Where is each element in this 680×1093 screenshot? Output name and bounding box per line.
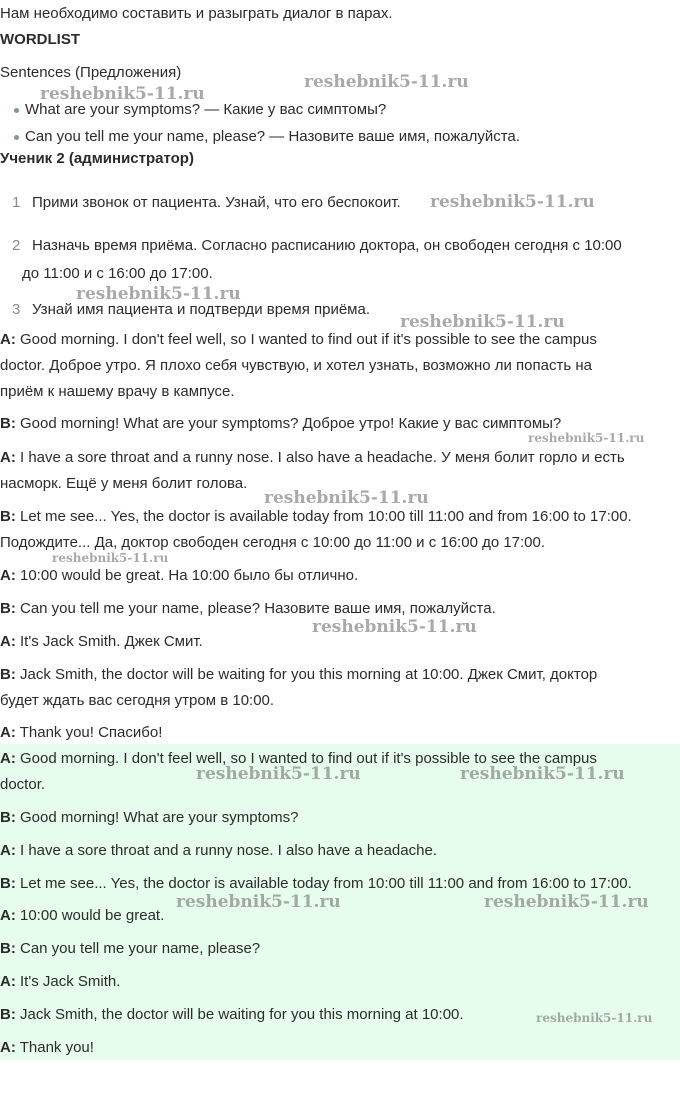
- dialog-text: Thank you! Спасибо!: [15, 724, 163, 741]
- dialog-line: [0, 1002, 672, 1028]
- speaker-label: A:: [0, 842, 16, 859]
- watermark: reshebnik5-11.ru: [312, 617, 477, 637]
- dialog-line: [0, 871, 672, 897]
- dialog-text: It's Jack Smith. Джек Смит.: [15, 633, 203, 650]
- watermark: reshebnik5-11.ru: [400, 312, 565, 332]
- task-item: [0, 233, 672, 259]
- dialog-line: [0, 838, 672, 864]
- dialog-line: [0, 411, 672, 437]
- task-text: Прими звонок от пациента. Узнай, что его беспокоит.: [32, 194, 401, 211]
- dialog-line: [0, 563, 672, 589]
- dialog-line: [0, 445, 672, 471]
- dialog-text: Thank you!: [15, 1039, 94, 1056]
- dialog-text: Let me see... Yes, the doctor is available today from 10:00 till 11:00 and from 16:00 to 17:00.: [15, 508, 632, 525]
- task-number: 2: [12, 237, 21, 254]
- dialog-line: [0, 629, 672, 655]
- task-item: [0, 190, 672, 216]
- dialog-text-continued: doctor.: [0, 776, 46, 793]
- student2-title: Ученик 2 (администратор): [0, 150, 194, 167]
- dialog-line: [0, 805, 672, 831]
- dialog-text-continued: Подождите... Да, доктор свободен сегодня с 10:00 до 11:00 и с 16:00 до 17:00.: [0, 534, 546, 551]
- dialog-text-continued: doctor. Доброе утро. Я плохо себя чувствую, и хотел узнать, возможно ли попасть на: [0, 357, 592, 374]
- watermark: reshebnik5-11.ru: [52, 551, 169, 565]
- sentence-text: What are your symptoms? — Какие у вас симптомы?: [25, 101, 387, 118]
- speaker-label: B:: [0, 600, 16, 617]
- speaker-label: A:: [0, 724, 16, 741]
- dialog-text-continued: насморк. Ещё у меня болит голова.: [0, 475, 248, 492]
- dialog-text: I have a sore throat and a runny nose. I also have a headache.: [15, 842, 437, 859]
- dialog-text: Let me see... Yes, the doctor is available today from 10:00 till 11:00 and from 16:00 to 17:00.: [15, 875, 632, 892]
- wordlist-title: WORDLIST: [0, 31, 80, 48]
- dialog-text: Good morning. I don't feel well, so I wanted to find out if it's possible to see the campus: [15, 750, 597, 767]
- dialog-text-continued: будет ждать вас сегодня утром в 10:00.: [0, 692, 275, 709]
- dialog-text: Good morning! What are your symptoms?: [15, 809, 299, 826]
- task-text-continued: до 11:00 и с 16:00 до 17:00.: [22, 265, 213, 282]
- dialog-text: Jack Smith, the doctor will be waiting for you this morning at 10:00.: [15, 1006, 464, 1023]
- dialog-text: Can you tell me your name, please? Назовите ваше имя, пожалуйста.: [15, 600, 496, 617]
- task-item: [0, 297, 672, 323]
- task-text: Узнай имя пациента и подтверди время приёма.: [32, 301, 370, 318]
- speaker-label: A:: [0, 973, 16, 990]
- dialog-text: Can you tell me your name, please?: [15, 940, 261, 957]
- sentences-title: Sentences (Предложения): [0, 64, 182, 81]
- dialog-text: It's Jack Smith.: [15, 973, 121, 990]
- speaker-label: B:: [0, 415, 16, 432]
- speaker-label: A:: [0, 449, 16, 466]
- speaker-label: A:: [0, 750, 16, 767]
- dialog-line: [0, 327, 672, 353]
- dialog-line: [0, 504, 672, 530]
- dialog-line: [0, 936, 672, 962]
- task-number: 3: [12, 301, 21, 318]
- dialog-text: Good morning. I don't feel well, so I wanted to find out if it's possible to see the campus: [15, 331, 597, 348]
- dialog-line: [0, 662, 672, 688]
- speaker-label: B:: [0, 940, 16, 957]
- speaker-label: B:: [0, 875, 16, 892]
- speaker-label: A:: [0, 1039, 16, 1056]
- dialog-line: [0, 903, 672, 929]
- dialog-text: I have a sore throat and a runny nose. I also have a headache. У меня болит горло и есть: [15, 449, 625, 466]
- speaker-label: A:: [0, 331, 16, 348]
- instruction-text: Нам необходимо составить и разыграть диалог в парах.: [0, 5, 393, 22]
- watermark: reshebnik5-11.ru: [40, 84, 205, 104]
- sentence-text: Can you tell me your name, please? — Назовите ваше имя, пожалуйста.: [25, 128, 520, 145]
- watermark: reshebnik5-11.ru: [460, 764, 625, 784]
- speaker-label: B:: [0, 508, 16, 525]
- watermark: reshebnik5-11.ru: [76, 284, 241, 304]
- speaker-label: A:: [0, 907, 16, 924]
- watermark: reshebnik5-11.ru: [484, 892, 649, 912]
- watermark: reshebnik5-11.ru: [528, 431, 645, 445]
- bullet-icon: [14, 108, 19, 113]
- watermark: reshebnik5-11.ru: [264, 488, 429, 508]
- speaker-label: B:: [0, 1006, 16, 1023]
- watermark: reshebnik5-11.ru: [196, 764, 361, 784]
- task-number: 1: [12, 194, 21, 211]
- dialog-text: 10:00 would be great.: [15, 907, 165, 924]
- watermark: reshebnik5-11.ru: [536, 1011, 653, 1025]
- dialog-text: Good morning! What are your symptoms? Доброе утро! Какие у вас симптомы?: [15, 415, 562, 432]
- dialog-line: [0, 1035, 672, 1061]
- watermark: reshebnik5-11.ru: [176, 892, 341, 912]
- speaker-label: B:: [0, 809, 16, 826]
- dialog-line: [0, 746, 672, 772]
- dialog-text: Jack Smith, the doctor will be waiting for you this morning at 10:00. Джек Смит, доктор: [15, 666, 598, 683]
- speaker-label: A:: [0, 633, 16, 650]
- watermark: reshebnik5-11.ru: [430, 192, 595, 212]
- sentence-item: [0, 97, 672, 123]
- bullet-icon: [14, 135, 19, 140]
- speaker-label: B:: [0, 666, 16, 683]
- dialog-line: [0, 720, 672, 746]
- speaker-label: A:: [0, 567, 16, 584]
- dialog-text: 10:00 would be great. На 10:00 было бы отлично.: [15, 567, 359, 584]
- dialog-line: [0, 969, 672, 995]
- dialog-line: [0, 596, 672, 622]
- task-text: Назначь время приёма. Согласно расписанию доктора, он свободен сегодня с 10:00: [32, 237, 622, 254]
- dialog-text-continued: приём к нашему врачу в кампусе.: [0, 383, 235, 400]
- watermark: reshebnik5-11.ru: [304, 72, 469, 92]
